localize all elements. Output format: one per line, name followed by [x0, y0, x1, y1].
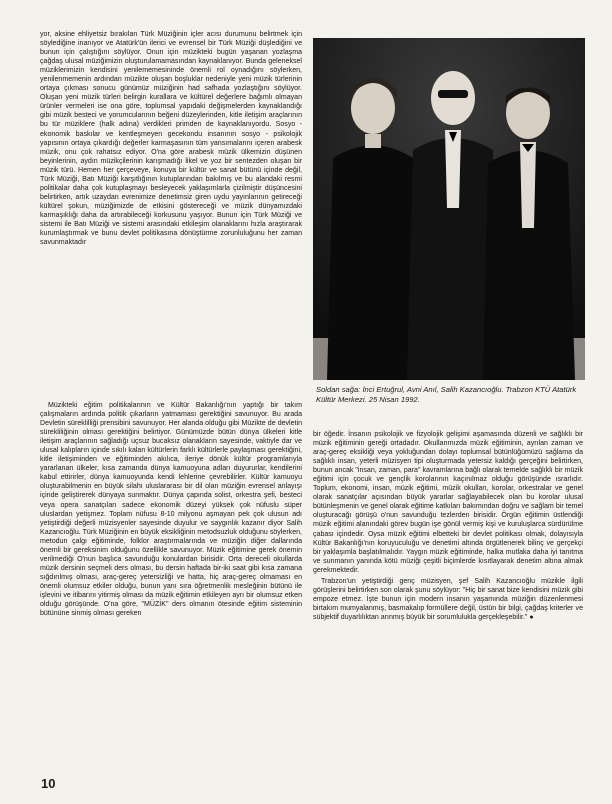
page-number: 10 — [41, 776, 56, 791]
photo-caption: Soldan sağa: İnci Ertuğrul, Avni Anıl, Salih Kazancıoğlu. Trabzon KTÜ Atatürk Kültür Merkezi. 25 Nisan 1992. — [316, 385, 577, 404]
photo — [313, 38, 585, 380]
paragraph: Müzikteki eğitim politikalarının ve Kültür Bakanlığı'nın yaptığı bir takım çalışmaların ardında politik çıkarların yatmaması gerektiğini savunuyor. Bu arada Devletin süreklilliği prensibini savunuyor. Her alanda olduğu gibi Müzikte de devletin sürekliliğinin olması gerektiğini belirtiyor. Günümüzde bütün dünya ülkeleri kitle iletişim araçlarının sağladığı uçsuz bucaksız olanakların sayesinde, vaktiyle dar ve ulusal kalıpların içinde sıkılı kalan kültürlerin farklı kültürlerle paylaşması gerektiğini, kitle iletişiminden ve eğitiminden akılıca, ileriye dönük kültür programlarıyla yararlanan ülkeler, kısa zamanda dünya kamuoyuna adları duyururlar, kendilerini kabul ettirirler, dünya kamuoyunda kendi lehlerine çevrebilirler. Kültür kamuoyu oluşturabilmenin en büyük silahı uluslararası bir dil olan müziğin evrensel anlayışı içinde geliştirerek dünyaya sunmaktır. Dünya çapında solist, orkestra şefi, besteci veya opera sanatçıları sadece ekonomik düzeyi yüksek çok nüfuslu süper uluslardan yetişmez. Toplam nüfusu 8-10 milyonu aşmayan pek çok ulusun adı yetiştirdiği değerli müzisyenler sayesinde duyulur ve saygınlık kazanır diyor Salih Kazancıoğlu. Türk Müziğinin en büyük eksikliğinin metodsuzluk olduğunu söylerken, metodun çalgı eğitiminde, folklor araştırmalarında ve müziğin diğer dallarında önemli bir gereksinim olduğunu özellikle savunuyor. Müzik eğitimine gerek önemin verilmediği O'nun başlıca savunduğu konulardan birisidir. Orta dereceli okullarda müzik dersinin seçmeli ders olması, bu dersin haftada bir-iki saat gibi kısa zamana sığdırılmış olması, araç-gereç yetersizliği ve hatta, hiç araç-gereç olmaması en önemli olumsuz etkiler olduğu, bunun yanı sıra öğretmenlik mesleğinin bütünü ile işlevini ve itibarını yitirmiş olması da müzik eğitimin etkileyen ayrı bir olumsuz etken olduğu görüşünde. O'na göre, "MÜZİK" ders olmanın ötesinde eğitim sisteminin bütününe sinmiş olması gereken — [40, 402, 302, 618]
paragraph: yor, aksine ehliyetsiz bırakılan Türk Müziğinin içler acısı durumunu belirtmek için söylediğine inanıyor ve Atatürk'ün ilerici ve evrensel bir Türk Müziği düşlediğini ve bunun için çalıştığını söylüyor. Onun için müzikteki bugün yaşanan yozlaşma çağdaş ulusal müziğimizin oluşturulamamasından kaynaklanıyor. Bunda geleneksel müziklerimizin kendisini yenilememesininde önemli rol oynadığını söylerken, yenilenmemenin ardından müzikte oluşan boşluklar nedeniyle yeni müzik türlerinin ortaya çıkması sonucu günümüz müziğinin had safhada yozlaştığını söylüyor. Oluşan yeni müzik türleri belirgin kurallara ve kültürel değerlere bağımlı olmayan ürünler vermeleri ise ona göre, toplumsal yapıdaki değişmelerden kaynaklandığı gibi müzik besteci ve yorumcularının beğeni düzeylerinden, kitle iletişim araçlarının bu tür müziklere (halk adına) verdikleri primden de kaynaklanıyordu. Sosyo - ekonomik baskılar ve kentleşmeyen gecekondu insanının sosyo - psikolojik yapısının ortaya çıkardığı değerler karmaşasının tüm yansımalarını içeren arabesk müzik, onu çok rahatsız ediyor. O'na göre arabesk müzik ülkemizin düşünen beyinlerinin, aydın müzikçilerinin karışmadığı likel ve yoz bir sentezden oluşan bir müzik türü. Hemen her çerçeveye, konuya bir kültür ve sanat bütünü içinde değil, Türk Müziği, Batı Müziği karşıtlığının kutuplarından bakılmış ve bu alandaki resmi politikalar daha çok kutuplaşmayı besleyecek yaklaşımlarla çizilmiştir düşüncesini belirtirken, artık uzaydan evrenimize denetimsiz giren uydu yayınlarının getireceği kültürel şokun, müziğimizde de etkisini göstereceği ve müzik dünyamızdaki karmaşıklığı daha da artırabileceği korkusunu yaşıyor. Bunun için Türk Müziği ve sistemi ile Batı Müziği ve sistemi arasındaki etkileşim olanaklarını hızla araştırarak kurumlaştırmak ve bunu devlet politikasına dönüştürme zorunluluğunu her zaman savunmaktadır — [40, 31, 302, 247]
paragraph: bir öğedir. İnsanın psikolojik ve fizyolojik gelişimi aşamasında düzenli ve sağlıklı bir müzik eğitiminin gereği ortadadır. Okullarımızda müzik eğitiminin, ayrılan zaman ve araç-gereç eksikliği veya yokluğundan dolayı toplumsal bütünlüğümüzü sağlama da sağlıklı insan, yeterli müzisyen tipi oluşturmada yetersiz kaldığı gerçeğini belirtirken, bunun ancak "insan, zaman, para" kavramlarına bağlı olarak temelde sağlıklı bir müzik eğitimi için çocuk ve gençlik korolarının kaçınılmaz olduğu görüşünde ısrarlıdır. Toplum, ekonomi, insan, müzik eğitimi, müzik okulları, korolar, orkestralar ve genel olarak sanatçılar açısından büyük yararlar sağlayabilecek olan bu korolar ulusal bütünleşmenin ve genel olarak eğitime katkıları bakımından doğru ve sağlam bir temel oluşturacağı görüşü o'nun savunduğu tezlerden birisidir. Örgün eğitimin üstlendiği müzik eğitimi alanındaki görev bugün işe gönül vermiş kişi ve kuruluşlarca sürdürülme çabası içindedir. Oysa müzik eğitimi elbetteki bir devlet politikası olmak, dolayısıyla Kültür Bakanlığı'nın koruyuculuğu ve denetimi altında örgütlenerek bilinç ve gerçekçi bir yaklaşımla başlatılmalıdır. Yaygın müzik eğitiminde, halka mutlaka daha iyi tanıtma ve sunmanın yanında kötü müziği çeşitli biçimlerde kısıtlayarak denetim altına almak gerekmektedir. — [313, 431, 583, 574]
article-column-top-left — [40, 30, 302, 249]
paragraph: Trabzon'un yetiştirdiği genç müzisyen, şef Salih Kazancıoğlu müzikle ilgili görüşlerini belirtirken son olarak şunu söylüyor: "Hiç bir sanat bize kendisini müzik gibi empoze etmez. İşte bunun için modern insanın yaşamında müziğin düzenlenmesi birtakım mumyalanmış, basmakalıp formüllere değil, üstün bir bilgi, çağdaş kriterler ve sübjektif duyarlılıktan arınmış büyük bir sorumlulukla gerçekleşebilir." ● — [313, 577, 583, 621]
article-column-bottom-right — [313, 430, 583, 624]
article-column-bottom-left — [40, 401, 302, 620]
photo-illustration — [313, 38, 585, 380]
